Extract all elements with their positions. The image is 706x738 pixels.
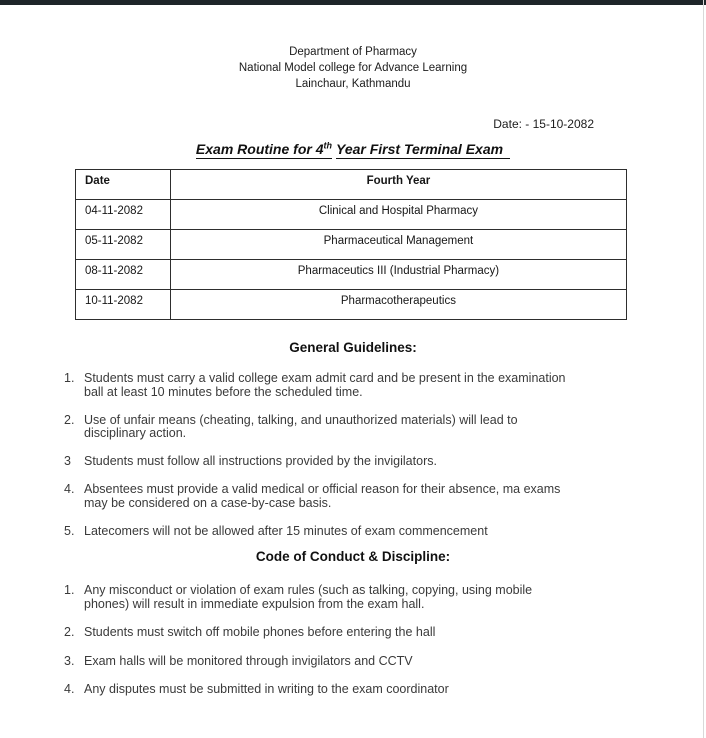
page-title-part1: Exam Routine for 4th xyxy=(195,140,333,157)
title-superscript: th xyxy=(323,140,333,150)
exam-routine-table xyxy=(75,169,627,320)
list-item-marker: 1. xyxy=(64,583,75,597)
list-item-text: Any disputes must be submitted in writing to the exam coordinator xyxy=(84,682,449,696)
college-address: Lainchaur, Kathmandu xyxy=(295,78,411,90)
table-row xyxy=(76,200,627,230)
page-title-part2: Year First Terminal Exam xyxy=(336,141,510,159)
list-item-text: Any misconduct or violation of exam rules (such as talking, copying, using mobile phones) will result in immediate expulsion from the exam hall. xyxy=(84,583,533,611)
list-item xyxy=(64,584,630,611)
list-item-marker: 2. xyxy=(64,412,75,427)
table-row xyxy=(76,290,627,320)
table-row xyxy=(76,260,627,290)
list-item-marker: 5. xyxy=(64,523,75,538)
exam-date: 08-11-2082 xyxy=(76,260,171,290)
table-header-row xyxy=(76,170,627,200)
document-date: Date: - 15-10-2082 xyxy=(493,117,594,131)
exam-subject: Clinical and Hospital Pharmacy xyxy=(170,200,626,230)
exam-date: 10-11-2082 xyxy=(76,290,171,320)
column-header-date: Date xyxy=(76,170,171,200)
exam-date: 05-11-2082 xyxy=(76,230,171,260)
general-guidelines-list xyxy=(64,372,630,553)
list-item-marker: 2. xyxy=(64,625,75,639)
general-guidelines-heading: General Guidelines: xyxy=(289,340,417,355)
department-name: Department of Pharmacy xyxy=(289,46,417,58)
list-item xyxy=(64,414,630,441)
list-item xyxy=(64,683,630,697)
list-item-marker: 3. xyxy=(64,653,75,668)
list-item-marker: 4. xyxy=(64,682,75,696)
table-row xyxy=(76,230,627,260)
list-item-text: Students must carry a valid college exam admit card and be present in the examination ball at least 10 minutes before the scheduled time. xyxy=(84,371,566,399)
column-header-fourth-year: Fourth Year xyxy=(170,170,626,200)
list-item-text: Students must follow all instructions provided by the invigilators. xyxy=(84,454,437,468)
list-item-text: Students must switch off mobile phones before entering the hall xyxy=(84,625,436,639)
window-top-bar xyxy=(0,0,706,5)
page-title xyxy=(0,140,706,157)
list-item-text: Latecomers will not be allowed after 15 minutes of exam commencement xyxy=(84,523,488,538)
list-item xyxy=(64,483,630,510)
list-item-text: Absentees must provide a valid medical or official reason for their absence, ma exams may be considered on a case-by-case basis. xyxy=(84,482,561,510)
list-item-text: Exam halls will be monitored through invigilators and CCTV xyxy=(84,653,413,668)
page-right-edge-line xyxy=(703,0,704,738)
list-item xyxy=(64,372,630,399)
list-item-text: Use of unfair means (cheating, talking, and unauthorized materials) will lead to disciplinary action. xyxy=(84,412,518,440)
exam-subject: Pharmaceutical Management xyxy=(170,230,626,260)
list-item-marker: 3 xyxy=(64,454,71,468)
list-item-marker: 4. xyxy=(64,482,75,496)
list-item xyxy=(64,525,630,539)
list-item xyxy=(64,626,630,640)
list-item xyxy=(64,655,630,669)
exam-subject: Pharmaceutics III (Industrial Pharmacy) xyxy=(170,260,626,290)
list-item-marker: 1. xyxy=(64,371,75,385)
college-name: National Model college for Advance Learning xyxy=(238,62,468,74)
code-of-conduct-heading: Code of Conduct & Discipline: xyxy=(255,549,451,564)
code-of-conduct-list xyxy=(64,584,630,712)
exam-date: 04-11-2082 xyxy=(76,200,171,230)
document-header xyxy=(0,44,706,92)
exam-subject: Pharmacotherapeutics xyxy=(170,290,626,320)
list-item xyxy=(64,455,630,469)
